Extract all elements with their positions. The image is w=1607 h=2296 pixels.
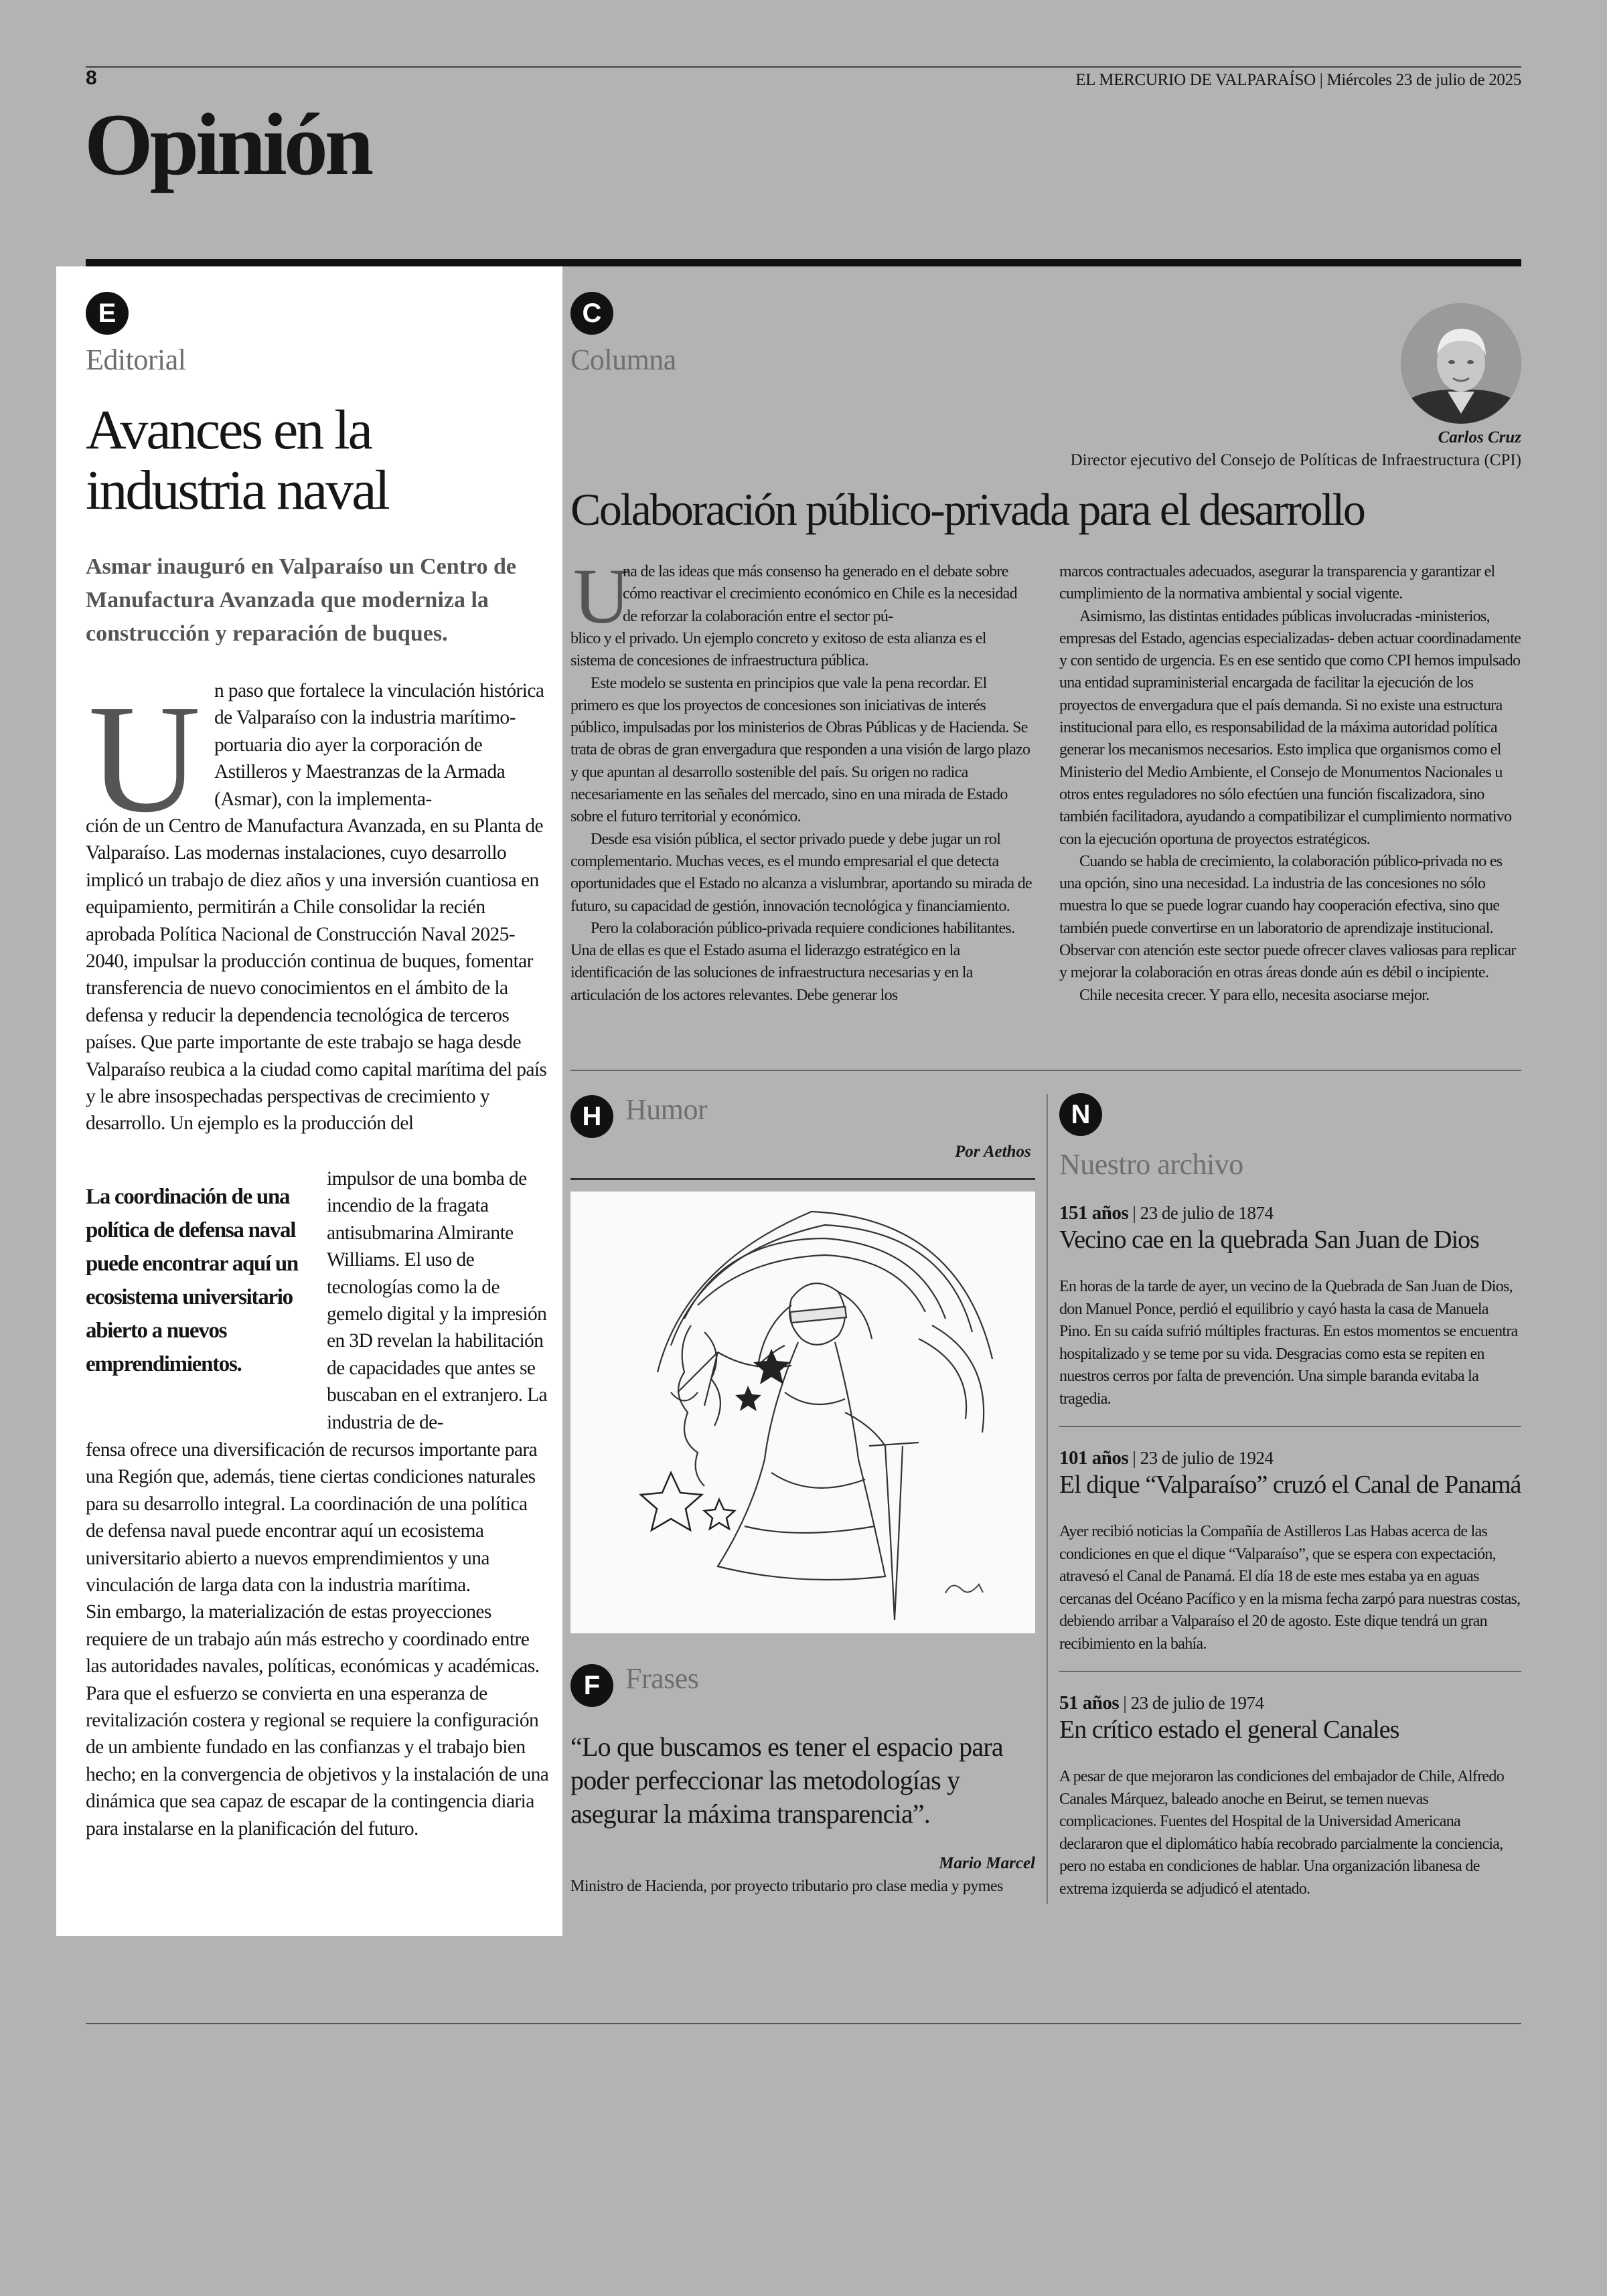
frases-quote: “Lo que buscamos es tener el espacio para poder perfeccionar las metodologías y asegurar la máxima transparencia”. (570, 1732, 1003, 1829)
column-title: Colaboración público-privada para el desarrollo (570, 484, 1365, 535)
editorial-paragraph: fensa ofrece una diversificación de recursos importante para una Región que, además, tiene ciertas condiciones naturales para su desarrollo integral. La coordinación de una política de defensa naval puede encontrar aquí un ecosistema universitario abierto a nuevos emprendimientos y una vinculación de larga data con la industria marítima. (86, 1439, 538, 1596)
frases-badge: F (570, 1664, 613, 1707)
header-rule (86, 66, 1521, 68)
editorial-title (86, 400, 548, 521)
archivo-years: 151 años (1059, 1202, 1129, 1224)
column-badge: C (570, 292, 613, 335)
archivo-kicker: Nuestro archivo (1059, 1148, 1243, 1181)
archivo-body: Ayer recibió noticias la Compañía de Astilleros Las Habas acerca de las condiciones en que el dique “Valparaíso”, que se espera con expectación, atravesó el Canal de Panamá. El día 18 de este mes estaba ya en aguas cercanas del Océano Pacífico y en la misma fecha zarpó para nuestras costas, debiendo arribar a Valparaíso el 20 de agosto. Este dique tendrá un gran recibimiento en la bahía. (1059, 1523, 1521, 1653)
archivo-headline: Vecino cae en la quebrada San Juan de Dios (1059, 1226, 1479, 1254)
section-title: Opinión (84, 95, 371, 193)
humor-badge: H (570, 1095, 613, 1138)
column-paragraph: Este modelo se sustenta en principios que vale la pena recordar. El primero es que los proyectos de concesiones son iniciativas de interés público, impulsadas por los ministerios de Obras Públicas y de Hacienda. Se trata de obras de gran envergadura que responden a una visión de largo plazo y que apuntan al desarrollo sostenible del país. Su origen no radica necesariamente en las señales del mercado, sino en una mirada de Estado sobre el futuro territorial y económico. (570, 674, 1030, 826)
page-number: 8 (86, 67, 97, 89)
editorial-kicker: Editorial (86, 343, 186, 376)
column-author-role: Director ejecutivo del Consejo de Políticas de Infraestructura (CPI) (1070, 451, 1521, 469)
humor-cartoon (570, 1192, 1035, 1633)
author-portrait-icon (1401, 303, 1521, 424)
archivo-headline: El dique “Valparaíso” cruzó el Canal de Panamá (1059, 1471, 1521, 1499)
editorial-first-paragraph: n paso que fortalece la vinculación histórica de Valparaíso con la industria marítimo-portuaria dio ayer la corporación de Astilleros y Maestranzas de la Armada (Asmar), con la implementa- (214, 680, 544, 810)
column-paragraph: Desde esa visión pública, el sector privado puede y debe jugar un rol complementario. Muchas veces, es el mundo empresarial el que detecta oportunidades que el Estado no alcanza a vislumbrar, aportando su mirada de futuro, su capacidad de gestión, innovación tecnológica y financiamiento. (570, 830, 1032, 915)
archivo-body: A pesar de que mejoraron las condiciones del embajador de Chile, Alfredo Canales Márquez, baleado anoche en Beirut, se temen nuevas complicaciones. Fuentes del Hospital de la Universidad Americana declararon que el diplomático había recobrado parcialmente la conciencia, pero no estaba en condiciones de hablar. Una organización libanesa de extrema izquierda se adjudicó el atentado. (1059, 1768, 1505, 1898)
editorial-pull-quote: La coordinación de una política de defensa naval puede encontrar aquí un ecosistema universitario abierto a nuevos emprendimientos. (86, 1185, 298, 1376)
editorial-title-line: industria naval (86, 459, 388, 521)
archivo-item-label (1059, 1447, 1274, 1469)
column-separator (1047, 1094, 1048, 1904)
column-drop-cap: U (573, 552, 631, 640)
editorial-drop-cap: U (88, 673, 201, 845)
frases-author-role: Ministro de Hacienda, por proyecto tributario pro clase media y pymes (570, 1878, 1003, 1895)
column-kicker: Columna (570, 343, 676, 376)
column-paragraph: Cuando se habla de crecimiento, la colaboración público-privada no es una opción, sino una necesidad. La industria de las concesiones no sólo muestra lo que se puede lograr cuando hay cooperación efectiva, sino que también puede convertirse en un laboratorio de aprendizaje institucional. Observar con atención este sector puede ofrecer claves valiosas para replicar y mejorar la colaboración en otras áreas donde aún es débil o incipiente. (1059, 852, 1516, 982)
archivo-badge: N (1059, 1093, 1102, 1136)
column-text-col-2 (1059, 561, 1521, 1007)
archivo-item-label (1059, 1692, 1264, 1714)
archivo-years: 51 años (1059, 1692, 1120, 1714)
humor-byline: Por Aethos (955, 1143, 1031, 1161)
column-author-name: Carlos Cruz (1438, 428, 1521, 446)
frases-author: Mario Marcel (939, 1854, 1035, 1872)
editorial-body-text: ción de un Centro de Manufactura Avanzada, en su Planta de Valparaíso. Las modernas instalaciones, cuyo desarrollo implicó un trabajo de diez años y una inversión cuantiosa en equipamiento, permitirán a Chile consolidar la recién aprobada Política Nacional de Construcción Naval 2025-2040, impulsar la producción continua de buques, fomentar transferencia de nuevo conocimientos en el ámbito de la defensa y reducir la dependencia tecnológica de terceros países. Que parte importante de este trabajo se haga desde Valparaíso reubica a la ciudad como capital marítima del país y le abre insospechadas perspectivas de crecimiento y desarrollo. Un ejemplo es la producción del (86, 815, 547, 1135)
column-paragraph: blico y el privado. Un ejemplo concreto y exitoso de esta alianza es el sistema de concesiones de infraestructura pública. (570, 630, 986, 670)
archivo-rule (1059, 1426, 1521, 1427)
archivo-date: | 23 de julio de 1974 (1123, 1693, 1264, 1713)
archivo-years: 101 años (1059, 1447, 1129, 1469)
editorial-body-text: impulsor de una bomba de incendio de la fragata antisubmarina Almirante Williams. El uso de tecnologías como la de gemelo digital y la impresión en 3D revelan la habilitación de capacidades que antes se buscaban en el extranjero. La industria de de- (327, 1168, 548, 1433)
column-paragraph: Chile necesita crecer. Y para ello, necesita asociarse mejor. (1079, 986, 1430, 1004)
column-paragraph: Pero la colaboración público-privada requiere condiciones habilitantes. Una de ellas es que el Estado asuma el liderazgo estratégico en la identificación de las soluciones de infraestructura necesarias y en la articulación de los actores relevantes. Debe generar los (570, 919, 1015, 1004)
editorial-body-text (86, 1437, 549, 1842)
humor-kicker: Humor (625, 1093, 708, 1126)
editorial-lead: Asmar inauguró en Valparaíso un Centro de Manufactura Avanzada que moderniza la construcción y reparación de buques. (86, 554, 516, 646)
archivo-item-label (1059, 1202, 1274, 1224)
archivo-date: | 23 de julio de 1874 (1132, 1203, 1274, 1223)
column-first-paragraph: na de las ideas que más consenso ha generado en el debate sobre cómo reactivar el crecimiento económico en Chile es la necesidad de reforzar la colaboración entre el sector pú- (623, 563, 1017, 625)
column-bottom-rule (570, 1070, 1521, 1071)
editorial-title-line: Avances en la (86, 399, 371, 461)
archivo-date: | 23 de julio de 1924 (1132, 1448, 1274, 1468)
frases-kicker: Frases (625, 1662, 699, 1695)
archivo-rule (1059, 1671, 1521, 1672)
column-paragraph: marcos contractuales adecuados, asegurar la transparencia y garantizar el cumplimiento de la normativa ambiental y social vigente. (1059, 563, 1495, 603)
archivo-body: En horas de la tarde de ayer, un vecino de la Quebrada de San Juan de Dios, don Manuel Ponce, perdió el equilibrio y cayó hasta la casa de Manuela Pino. En su caída sufrió múltiples fracturas. En estos momentos se encuentra hospitalizado y se teme por su vida. Desgracias como esta se repiten en nuestros cerros por falta de prevención. Una simple baranda evitaba la tragedia. (1059, 1278, 1518, 1408)
editorial-paragraph: Sin embargo, la materialización de estas proyecciones requiere de un trabajo aún más estrecho y coordinado entre las autoridades navales, políticas, económicas y académicas. Para que el esfuerzo se convierta en una esperanza de revitalización costera y regional se requiere la configuración de un ambiente fundado en las confianzas y el trabajo bien hecho; en la convergencia de objetivos y la instalación de una dinámica que sea capaz de escapar de la contingencia diaria para instalarse en la planificación del futuro. (86, 1601, 549, 1839)
archivo-headline: En crítico estado el general Canales (1059, 1716, 1399, 1744)
column-text-col-1 (570, 628, 1032, 1007)
newspaper-date-line: EL MERCURIO DE VALPARAÍSO | Miércoles 23 de julio de 2025 (1075, 71, 1521, 89)
column-paragraph: Asimismo, las distintas entidades públicas involucradas -ministerios, empresas del Estado, agencias especializadas- deben actuar coordinadamente y con sentido de urgencia. Es en ese sentido que como CPI hemos impulsado una entidad supraministerial encargada de facilitar la ejecución de los proyectos de envergadura que el país demanda. Si no existe una estructura institucional para ello, es responsabilidad de la máxima autoridad política generar los mecanismos necesarios. Esto implica que organismos como el Ministerio del Medio Ambiente, el Consejo de Monumentos Nacionales u otros entes reguladores no sólo efectúen una función fiscalizadora, sino también facilitadora, ayudando a compatibilizar el cumplimiento normativo con la ejecución oportuna de proyectos estratégicos. (1059, 607, 1521, 848)
bottom-rule (86, 2023, 1521, 2024)
author-photo (1401, 303, 1521, 424)
section-rule (86, 259, 1521, 266)
justice-cartoon-icon (570, 1192, 1035, 1633)
editorial-badge: E (86, 292, 129, 335)
humor-rule (570, 1178, 1035, 1180)
